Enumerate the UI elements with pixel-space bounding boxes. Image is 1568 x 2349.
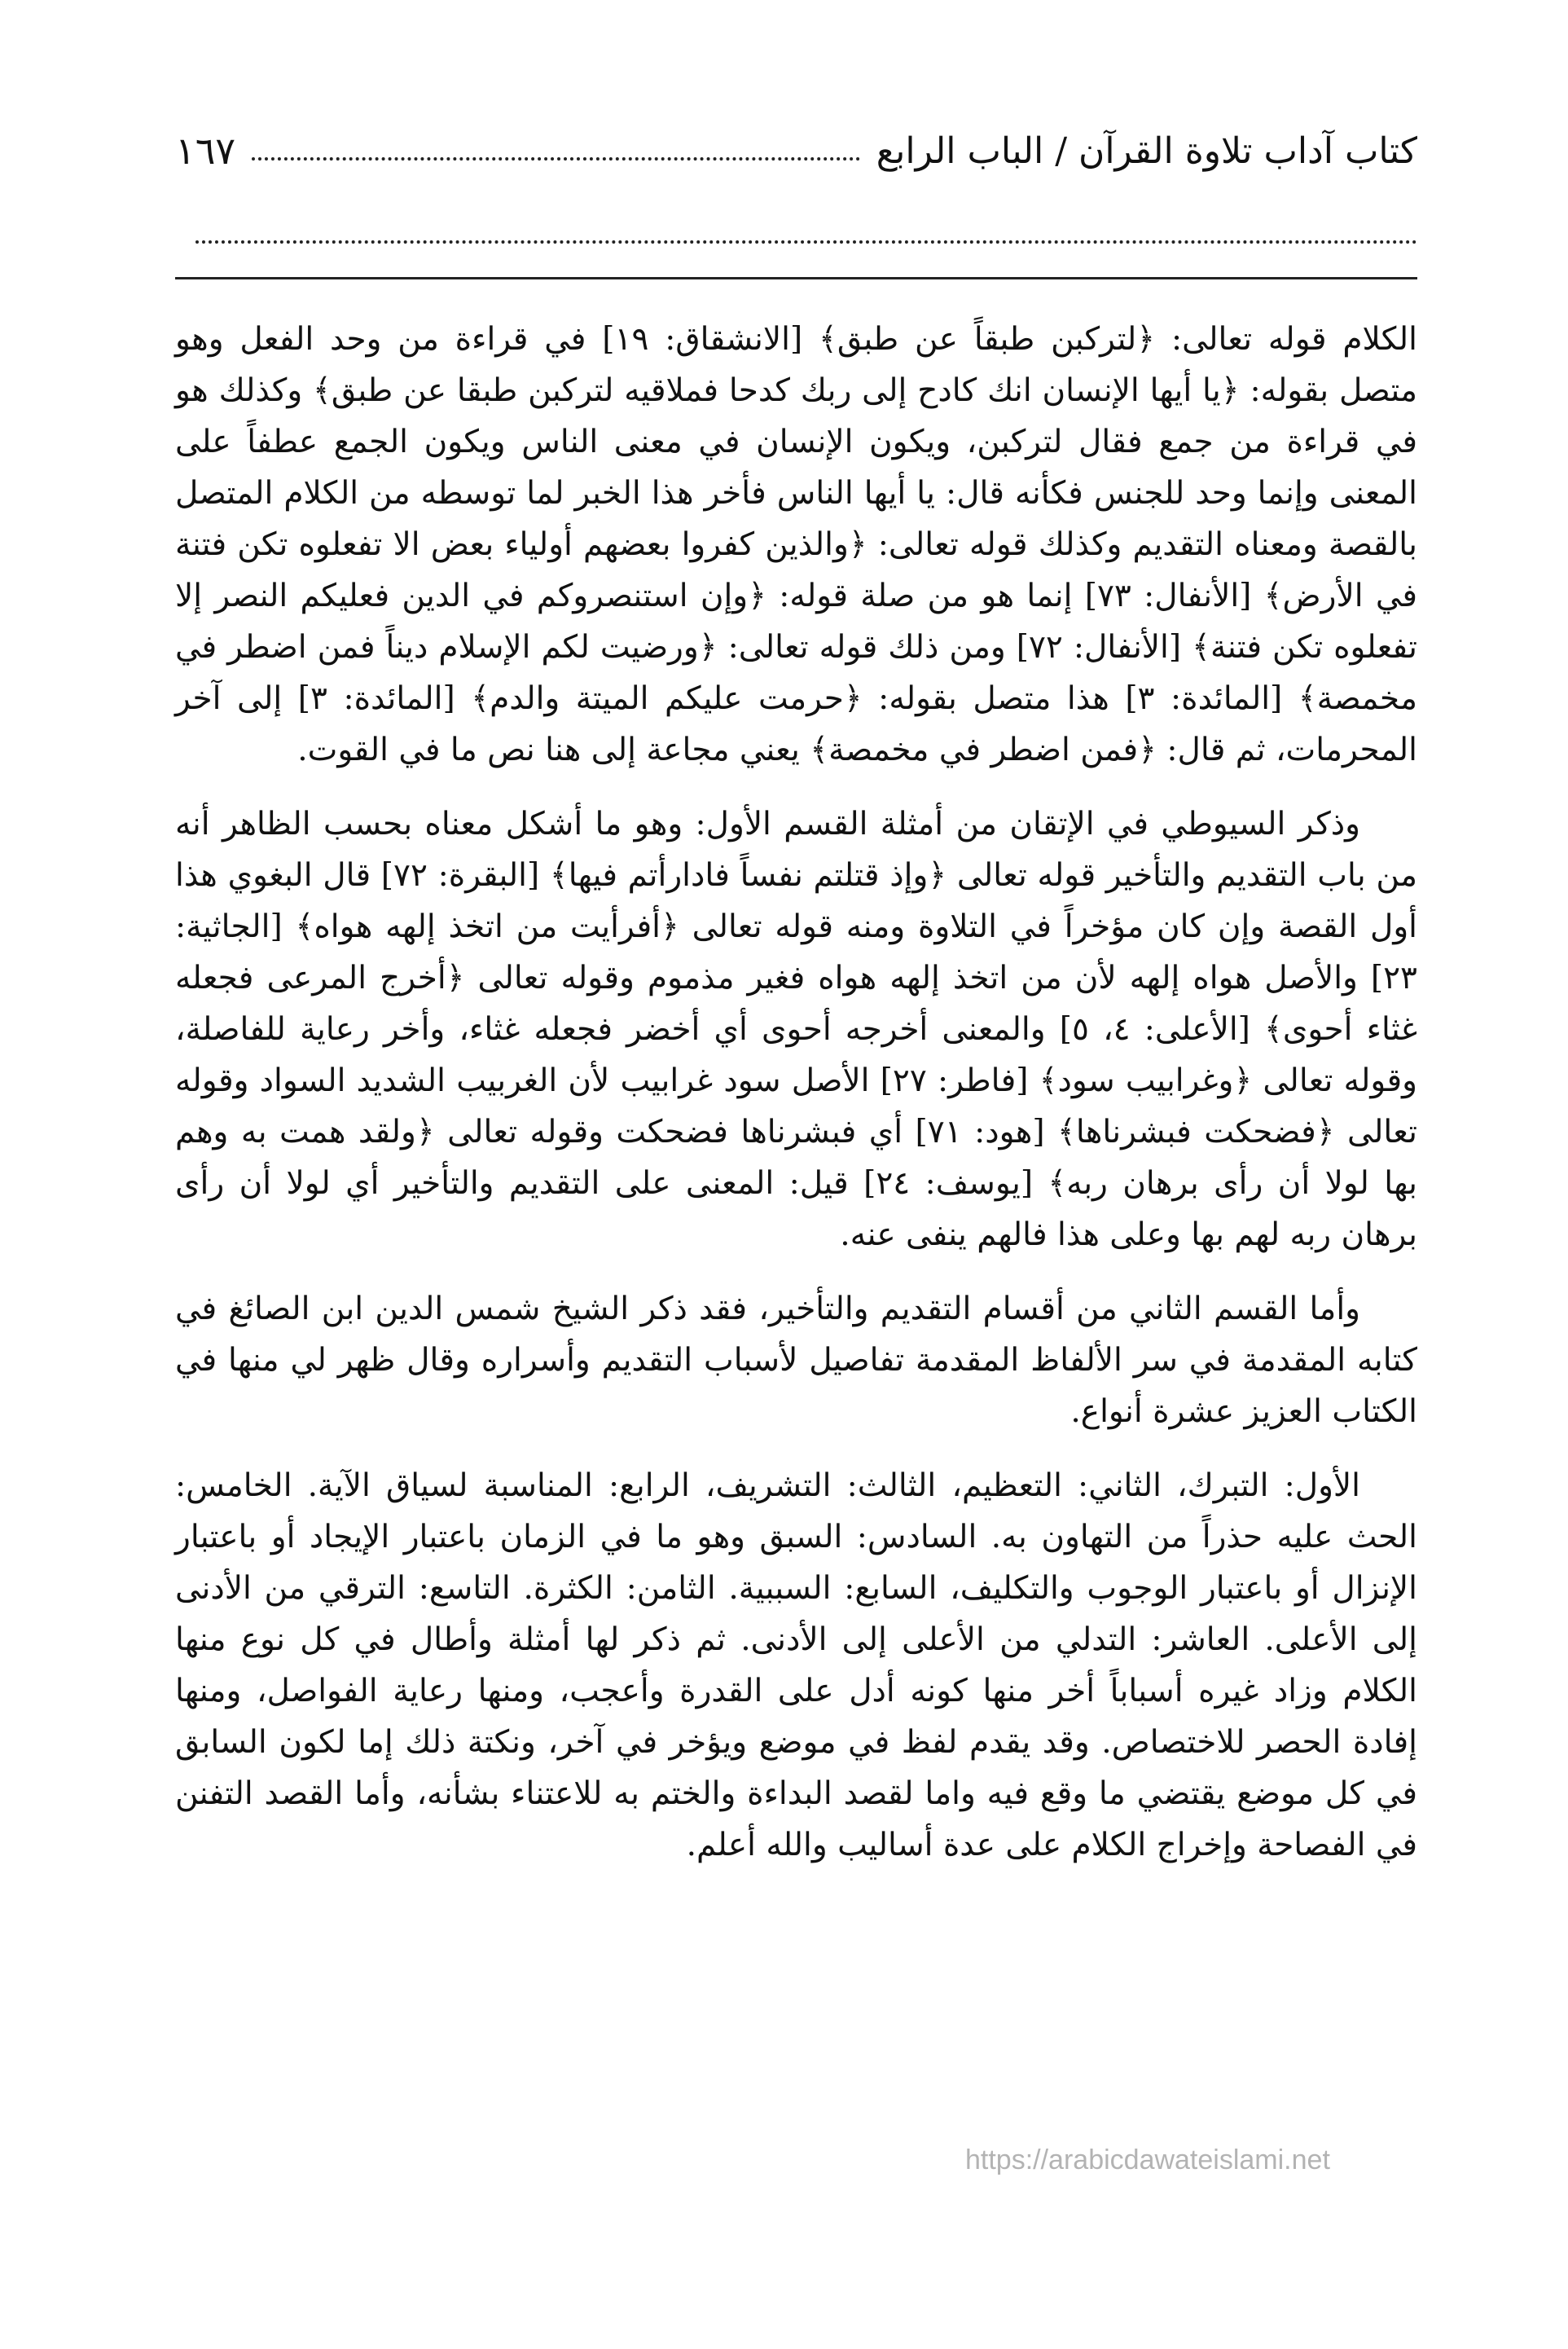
dotted-line (195, 240, 1417, 244)
paragraph: الأول: التبرك، الثاني: التعظيم، الثالث: التشريف، الرابع: المناسبة لسياق الآية. الخامس: الحث عليه حذراً من التهاون به. السادس: السبق وهو ما في الزمان باعتبار الإيجاد أو باعتبار الإنزال أو باعتبار الوجوب والتكليف، السابع: السببية. الثامن: الكثرة. التاسع: الترقي من الأدنى إلى الأعلى. العاشر: التدلي من الأعلى إلى الأدنى. ثم ذكر لها أمثلة وأطال في كل نوع منها الكلام وزاد غيره أسباباً أخر منها كونه أدل على القدرة وأعجب، ومنها رعاية الفواصل، ومنها إفادة الحصر للاختصاص. وقد يقدم لفظ في موضع ويؤخر في آخر، ونكتة ذلك إما لكون السابق في كل موضع يقتضي ما وقع فيه واما لقصد البداءة والختم به للاعتناء بشأنه، وأما القصد التفنن في الفصاحة وإخراج الكلام على عدة أساليب والله أعلم. (175, 1467, 1417, 1863)
paragraph: وأما القسم الثاني من أقسام التقديم والتأخير، فقد ذكر الشيخ شمس الدين ابن الصائغ في كتابه المقدمة في سر الألفاظ المقدمة تفاصيل لأسباب التقديم وأسراره وقال ظهر لي منها في الكتاب العزيز عشرة أنواع. (175, 1291, 1417, 1430)
header-dotted-leader (252, 157, 860, 161)
watermark-url: https://arabicdawateislami.net (965, 2144, 1330, 2175)
paragraph: وذكر السيوطي في الإتقان من أمثلة القسم الأول: وهو ما أشكل معناه بحسب الظاهر أنه من باب التقديم والتأخير قوله تعالى ﴿وإذ قتلتم نفساً فادارأتم فيها﴾ [البقرة: ٧٢] قال البغوي هذا أول القصة وإن كان مؤخراً في التلاوة ومنه قوله تعالى ﴿أفرأيت من اتخذ إلهه هواه﴾ [الجاثية: ٢٣] والأصل هواه إلهه لأن من اتخذ إلهه هواه فغير مذموم وقوله تعالى ﴿أخرج المرعى فجعله غثاء أحوى﴾ [الأعلى: ٤، ٥] والمعنى أخرجه أحوى أي أخضر فجعله غثاء، وأخر رعاية للفاصلة، وقوله تعالى ﴿وغرابيب سود﴾ [فاطر: ٢٧] الأصل سود غرابيب لأن الغربيب الشديد السواد وقوله تعالى ﴿فضحكت فبشرناها﴾ [هود: ٧١] أي فبشرناها فضحكت وقوله تعالى ﴿ولقد همت به وهم بها لولا أن رأى برهان ربه﴾ [يوسف: ٢٤] قيل: المعنى على التقديم والتأخير أي لولا أن رأى برهان ربه لهم بها وعلى هذا فالهم ينفى عنه. (175, 806, 1418, 1253)
header-rule (175, 277, 1417, 279)
paragraph: الكلام قوله تعالى: ﴿لتركبن طبقاً عن طبق﴾ [الانشقاق: ١٩] في قراءة من وحد الفعل وهو متصل بقوله: ﴿يا أيها الإنسان انك كادح إلى ربك كدحا فملاقيه لتركبن طبقا عن طبق﴾ وكذلك هو في قراءة من جمع فقال لتركبن، ويكون الإنسان في معنى الناس ويكون الجمع عطفاً على المعنى وإنما وحد للجنس فكأنه قال: يا أيها الناس فأخر هذا الخبر لما توسطه من الكلام المتصل بالقصة ومعناه التقديم وكذلك قوله تعالى: ﴿والذين كفروا بعضهم أولياء بعض الا تفعلوه تكن فتنة في الأرض﴾ [الأنفال: ٧٣] إنما هو من صلة قوله: ﴿وإن استنصروكم في الدين فعليكم النصر إلا تفعلوه تكن فتنة﴾ [الأنفال: ٧٢] ومن ذلك قوله تعالى: ﴿ورضيت لكم الإسلام ديناً فمن اضطر في مخمصة﴾ [المائدة: ٣] هذا متصل بقوله: ﴿حرمت عليكم الميتة والدم﴾ [المائدة: ٣] إلى آخر المحرمات، ثم قال: ﴿فمن اضطر في مخمصة﴾ يعني مجاعة إلى هنا نص ما في القوت. (175, 321, 1417, 768)
page-number: ١٦٧ (175, 129, 236, 173)
running-header (175, 122, 1417, 179)
header-title: كتاب آداب تلاوة القرآن / الباب الرابع (876, 130, 1417, 172)
body-text (175, 314, 1417, 1894)
